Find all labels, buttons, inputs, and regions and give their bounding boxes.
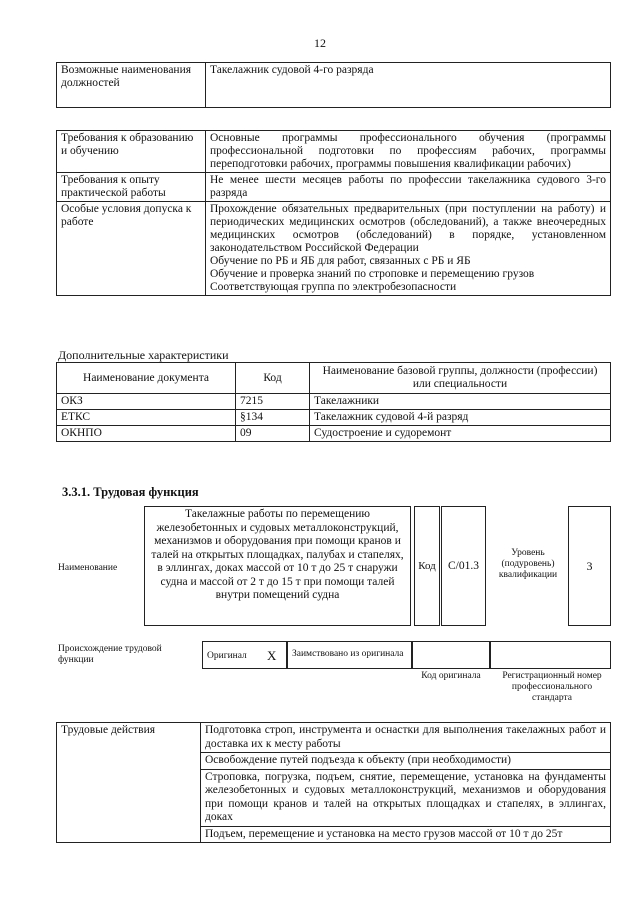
cell: Такелажник судовой 4-й разряд — [310, 410, 611, 426]
action-item: Подъем, перемещение и установка на место грузов массой от 10 т до 25т — [201, 826, 611, 843]
req-value: Не менее шести месяцев работы по профессии такелажника судового 3-го разряда — [206, 173, 611, 202]
function-name-box: Такелажные работы по перемещению железобетонных и судовых металлоконструкций, механизмов и оборудования при помощи кранов и талей на открытых площадках, палубах и стапелях, в эллингах, доках массой от 10 т до 25 т снаружи судна и массой от 2 т до 15 т при помощи талей внутри помещений судна — [144, 506, 411, 626]
borrowed-cell — [287, 641, 412, 669]
cell: 7215 — [236, 394, 310, 410]
cell: Судостроение и судоремонт — [310, 426, 611, 442]
actions-label: Трудовые действия — [57, 723, 201, 843]
req-line: Обучение и проверка знаний по строповке и перемещению грузов — [210, 268, 535, 280]
code-label: Код — [414, 506, 440, 626]
cell: 09 — [236, 426, 310, 442]
requirements-table — [56, 130, 611, 296]
origin-label: Происхождение трудовой функции — [58, 644, 162, 665]
positions-label: Возможные наименования должностей — [57, 63, 206, 108]
req-value — [206, 202, 611, 296]
req-line: Прохождение обязательных предварительных (при поступлении на работу) и периодических медицинских осмотров (обследований), а также внеочередных медицинских осмотров (обследований) в порядке, установленном законодательством Российской Федерации — [210, 203, 606, 254]
table-row — [57, 426, 611, 442]
original-mark: X — [267, 648, 277, 663]
req-row-special-conditions — [57, 202, 611, 296]
req-value: Основные программы профессионального обучения (программы профессиональной подготовки по профессиям рабочих, программы переподготовки рабочих, программы повышения квалификации рабочих) — [206, 131, 611, 173]
additional-title: Дополнительные характеристики — [58, 348, 229, 362]
cell: ОКЗ — [57, 394, 236, 410]
req-line: Соответствующая группа по электробезопасности — [210, 281, 457, 293]
original-label: Оригинал — [207, 651, 247, 661]
action-item: Подготовка строп, инструмента и оснастки для выполнения такелажных работ и доставка их к месту работы — [201, 723, 611, 753]
req-row-education — [57, 131, 611, 173]
table-row — [57, 394, 611, 410]
action-item: Строповка, погрузка, подъем, снятие, перемещение, установка на фундаменты железобетонных и судовых металлоконструкций, механизмов и оборудования при помощи кранов и талей на открытых площадках и стапелях, в эллингах, доках — [201, 769, 611, 826]
req-label: Требования к образованию и обучению — [57, 131, 206, 173]
level-label: Уровень (подуровень) квалификации — [498, 548, 558, 580]
col-header: Наименование базовой группы, должности (профессии) или специальности — [310, 363, 611, 394]
reg-number-cell — [490, 641, 611, 669]
cell: §134 — [236, 410, 310, 426]
positions-value: Такелажник судовой 4-го разряда — [206, 63, 611, 108]
cell: Такелажники — [310, 394, 611, 410]
code-value: C/01.3 — [441, 506, 486, 626]
col-header: Наименование документа — [57, 363, 236, 394]
col-header: Код — [236, 363, 310, 394]
page-number: 12 — [314, 36, 326, 50]
table-row — [57, 410, 611, 426]
cell: ЕТКС — [57, 410, 236, 426]
code-original-label: Код оригинала — [421, 671, 481, 681]
req-line: Обучение по РБ и ЯБ для работ, связанных с РБ и ЯБ — [210, 255, 471, 267]
additional-table — [56, 362, 611, 442]
action-item: Освобождение путей подъезда к объекту (при необходимости) — [201, 753, 611, 770]
positions-table — [56, 62, 611, 108]
borrowed-label: Заимствовано из оригинала — [292, 649, 404, 659]
reg-number-label: Регистрационный номер профессионального стандарта — [502, 671, 602, 703]
original-cell — [202, 641, 287, 669]
req-row-experience — [57, 173, 611, 202]
name-label: Наименование — [58, 563, 118, 573]
labor-actions-table — [56, 722, 611, 843]
cell: ОКНПО — [57, 426, 236, 442]
req-label: Требования к опыту практической работы — [57, 173, 206, 202]
req-label: Особые условия допуска к работе — [57, 202, 206, 296]
labor-function-heading: 3.3.1. Трудовая функция — [62, 485, 199, 499]
code-original-cell — [412, 641, 490, 669]
level-value: 3 — [568, 506, 611, 626]
